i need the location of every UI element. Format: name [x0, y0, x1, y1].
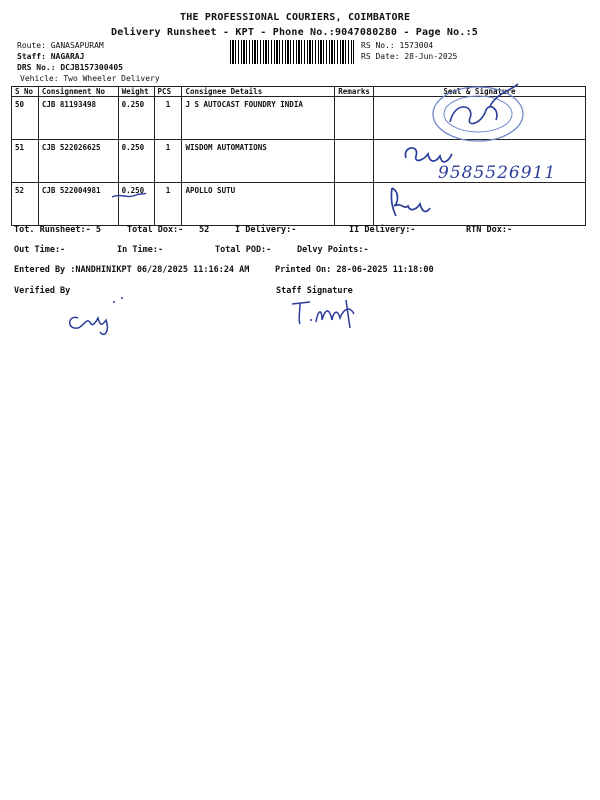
cell-consignee: APOLLO SUTU — [182, 183, 335, 226]
printed-on: Printed On: 28-06-2025 11:18:00 — [275, 265, 434, 275]
rtn-dox: RTN Dox:- — [466, 225, 513, 235]
staff-label: Staff: NAGARAJ — [17, 52, 85, 61]
barcode-image — [230, 40, 354, 64]
entered-by: Entered By :NANDHINIKPT 06/28/2025 11:16:24 AM — [14, 265, 250, 275]
total-pod: Total POD:- — [215, 245, 272, 255]
rs-date: RS Date: 28-Jun-2025 — [361, 52, 458, 61]
company-title: THE PROFESSIONAL COURIERS, COIMBATORE — [180, 12, 411, 23]
cell-remarks — [335, 183, 374, 226]
header-sno: S No — [12, 87, 39, 97]
total-dox-value: 52 — [199, 225, 210, 235]
header-weight: Weight — [118, 87, 154, 97]
cell-remarks — [335, 140, 374, 183]
cell-consignment: CJB 81193498 — [38, 97, 118, 140]
cell-sno: 50 — [12, 97, 39, 140]
cell-pcs: 1 — [154, 183, 182, 226]
cell-pcs: 1 — [154, 140, 182, 183]
ink-scribble-weight — [108, 183, 148, 203]
cell-consignment: CJB 522004981 — [38, 183, 118, 226]
cell-weight: 0.250 — [118, 97, 154, 140]
header-consignee: Consignee Details — [182, 87, 335, 97]
header-pcs: PCS — [154, 87, 182, 97]
cell-consignee: WISDOM AUTOMATIONS — [182, 140, 335, 183]
cell-pcs: 1 — [154, 97, 182, 140]
header-seal-signature: Seal & Signature — [373, 87, 585, 97]
vehicle-label: Vehicle: Two Wheeler Delivery — [20, 74, 160, 83]
verified-by-signature — [62, 292, 142, 340]
total-dox-label: Total Dox:- — [127, 225, 184, 235]
header-remarks: Remarks — [335, 87, 374, 97]
header-consignment: Consignment No — [38, 87, 118, 97]
staff-signature — [288, 296, 368, 332]
cell-remarks — [335, 97, 374, 140]
cell-weight: 0.250 — [118, 140, 154, 183]
drs-number: DRS No.: DCJB157300405 — [17, 63, 123, 72]
verified-by-label: Verified By — [14, 286, 71, 296]
cell-sno: 52 — [12, 183, 39, 226]
staff-signature-label: Staff Signature — [276, 286, 353, 296]
cell-consignment: CJB 522026625 — [38, 140, 118, 183]
signature-row-52 — [386, 182, 436, 222]
rs-number: RS No.: 1573004 — [361, 41, 434, 50]
cell-consignee: J S AUTOCAST FOUNDRY INDIA — [182, 97, 335, 140]
in-time: In Time:- — [117, 245, 164, 255]
out-time: Out Time:- — [14, 245, 66, 255]
delvy-points: Delvy Points:- — [297, 245, 369, 255]
tot-runsheet: Tot. Runsheet:- 5 — [14, 225, 101, 235]
i-delivery: I Delivery:- — [235, 225, 297, 235]
cell-weight: 0.250 — [118, 183, 154, 226]
runsheet-subtitle: Delivery Runsheet - KPT - Phone No.:9047080280 - Page No.:5 — [111, 27, 479, 38]
cell-sno: 51 — [12, 140, 39, 183]
ii-delivery: II Delivery:- — [349, 225, 416, 235]
table-row — [12, 183, 586, 226]
handwritten-phone: 9585526911 — [438, 163, 557, 183]
route-label: Route: GANASAPURAM — [17, 41, 104, 50]
